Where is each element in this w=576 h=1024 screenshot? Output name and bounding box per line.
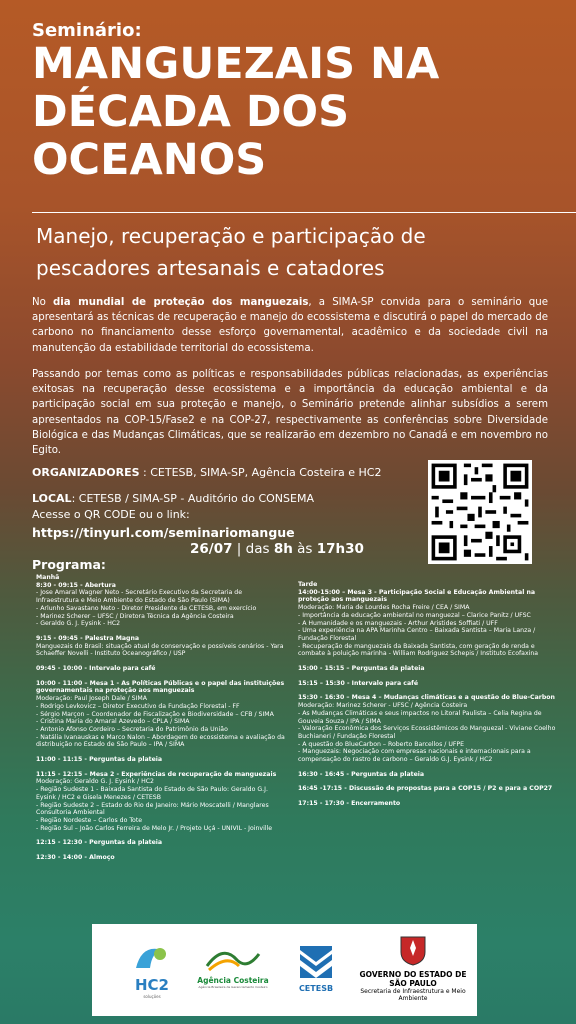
cetesb-icon [298,944,334,980]
program-item-title: 16:30 - 16:45 - Perguntas da plateia [298,770,425,778]
program-item-title: Manhã [36,574,60,581]
location: LOCAL: CETESB / SIMA-SP - Auditório do CONSEMA Acesse o QR CODE ou o link: [32,492,314,521]
program-item-line: - Região Sul – João Carlos Ferreira de Melo Jr. / Projeto Uçá - UNIVIL - Joinville [36,824,273,832]
program-item-title: 17:15 - 17:30 - Encerramento [298,800,401,808]
divider [32,212,576,213]
program-item-line: - Cristina Maria do Amaral Azevedo – CPLA / SIMA [36,718,190,726]
program-item-line: - Valoração Econômica dos Serviços Ecossistêmicos do Manguezal - Viviane Coelho Buchianeri / Fundação Florestal [298,725,556,740]
intro-paragraph-2: Passando por temas como as políticas e responsabilidades públicas relacionadas, as experiências exitosas na recuperação desse ecossistema e a importância da educação ambiental e da participação social em sua proteção e manejo, o Seminário pretende alinhar subsídios a serem apresentados na COP-15/Fase2 e na COP-27, respectivamente as conferências sobre Diversidade Biológica e das Mudanças Climáticas, que se realizarão em dezembro no Canadá e em novembro no Egito. [32,369,548,457]
program-item-title: Tarde [298,581,318,588]
program-item [298,771,560,779]
program-item-line: - Região Nordeste – Carlos do Tote [36,816,143,824]
cetesb-logo: CETESB [288,944,344,993]
program-item [298,800,560,808]
program-item-line: - Antonio Afonso Cordeiro – Secretaria do Patrimônio da União [36,725,228,733]
program-item [36,665,286,673]
program-item-title: 9:15 - 09:45 - Palestra Magna [36,634,140,642]
program-item-line: - Manguezais: Negociação com empresas nacionais e internacionais para a compensação do rastro de carbono – Geraldo G.J. Eysink / HC2 [298,748,531,764]
sponsor-logos [92,924,477,1016]
program-item-line: Moderação: Geraldo G. J. Eysink / HC2 [36,778,154,786]
program-item-line: - As Mudanças Climáticas e seus impactos no Litoral Paulista – Celia Regina de Gouveia Souza / IPA / SIMA [298,709,542,725]
kicker: Seminário: [32,20,142,41]
program-item-line: - Importância da educação ambiental no manguezal – Clarice Panitz / UFSC [298,611,531,619]
program-item-line: Moderação: Marinez Scherer - UFSC / Agência Costeira [298,702,468,710]
program-item [298,589,560,658]
program-item-title: 15:15 – 15:30 - Intervalo para café [298,679,419,687]
program-item-line: - Recuperação de manguezais da Baixada Santista, com geração de renda e combate à poluição marinha - William Rodriguez Schepis / Instituto Ecofaxina [298,642,539,658]
program-item [298,785,560,793]
program-heading: Programa: [32,557,106,572]
program-item-title: 11:00 - 11:15 - Perguntas da plateia [36,756,163,764]
program-item-line: - Região Sudeste 1 - Baixada Santista do Estado de São Paulo: Geraldo G.J. Eysink / HC2 e Gisela Menezes / CETESB [36,786,268,801]
wave-icon [203,944,263,972]
program-item [36,582,286,628]
program-item-title: 09:45 - 10:00 - Intervalo para café [36,665,156,673]
program-item-line: Manguezais do Brasil: situação atual de conservação e possíveis cenários - Yara Schaeffer Novelli - Instituto Oceanográfico / USP [36,642,284,658]
program-item [36,839,286,847]
organizers: ORGANIZADORES : CETESB, SIMA-SP, Agência Costeira e HC2 [32,466,382,479]
qr-code[interactable] [428,460,532,564]
program-item-line: - A questão do BlueCarbon – Roberto Barcellos / UFPE [298,740,465,748]
program-item-title: 16:45 -17:15 - Discussão de propostas para a COP15 / P2 e para a COP27 [298,785,553,793]
program-item [36,756,286,764]
program-item-line: - Arlunho Savastano Neto - Diretor Presidente da CETESB, em exercício [36,604,257,612]
qr-code-icon [428,460,532,564]
hc2-logo: HC2 soluções [120,942,184,999]
program-column-morning [36,574,286,869]
program-item-line: - Natália Ivanauskas e Marco Nalon – Abordagem do ecossistema e avaliação da distribuição no Estado de São Paulo – IPA / SIMA [36,733,285,749]
program-item-line: - Uma experiência na APA Marinha Centro – Baixada Santista – Maria Lanza / Fundação Florestal [298,627,536,642]
program-item-title: 12:30 - 14:00 - Almoço [36,854,115,862]
program-item [36,854,286,862]
event-datetime: 26/07 | das 8h às 17h30 [190,541,364,557]
program-item-title: 8:30 - 09:15 - Abertura [36,581,116,589]
page-title: MANGUEZAIS NA DÉCADA DOS OCEANOS [32,39,440,185]
program-item-line: - Região Sudeste 2 – Estado do Rio de Janeiro: Mário Moscatelli / Manglares Consultoria Ambiental [36,801,269,817]
program-item [36,680,286,749]
sp-coat-of-arms-icon [398,934,428,966]
program-item-title: 14:00-15:00 – Mesa 3 - Participação Social e Educação Ambiental na proteção aos manguezais [298,588,536,604]
subtitle: Manejo, recuperação e participação de pescadores artesanais e catadores [36,224,426,280]
program-item-title: 12:15 - 12:30 - Perguntas da plateia [36,839,163,847]
program-item-line: - Marinez Scherer – UFSC / Diretora Técnica da Agência Costeira [36,612,234,620]
program-item-title: 15:00 - 15:15 – Perguntas da plateia [298,665,425,673]
program-item [298,581,560,589]
agencia-costeira-logo: Agência Costeira Agência Brasileira de Gerenciamento Costeiro [192,944,274,989]
program-item-title: 10:00 - 11:00 – Mesa 1 - As Políticas Públicas e o papel das instituições governamentais na proteção aos manguezais [36,679,285,695]
hc2-icon [132,942,172,972]
program-item-title: 11:15 - 12:15 – Mesa 2 - Experiências de recuperação de manguezais [36,770,277,778]
program-item-title: 15:30 - 16:30 – Mesa 4 – Mudanças climáticas e a questão do Blue-Carbon [298,694,555,702]
program-item [298,694,560,763]
program-item-line: - Geraldo G. J. Eysink - HC2 [36,620,121,628]
intro-paragraph-1: No dia mundial de proteção dos manguezais, a SIMA-SP convida para o seminário que apresentará as técnicas de recuperação e manejo do ecossistema e discutirá o papel do mercado de carbono no financiamento desse esforço governamental, acadêmico e da sociedade civil na manutenção da estabilidade territorial do ecossistema. [32,297,548,354]
program-item [36,771,286,833]
program-item-line: - A Humanidade e os manguezais - Arthur Aristides Soffiati / UFF [298,619,498,627]
program-item [36,574,286,582]
governo-sp-logo: GOVERNO DO ESTADO DE SÃO PAULO Secretaria de Infraestrutura e Meio Ambiente [354,934,472,1002]
program-item [298,680,560,688]
event-link[interactable]: https://tinyurl.com/seminariomangue [32,525,295,540]
program-item-line: - Jose Amaral Wagner Neto - Secretário Executivo da Secretaria de Infraestrutura e Meio Ambiente do Estado de São Paulo (SIMA) [36,589,243,605]
program-item-line: - Rodrigo Levkovicz – Diretor Executivo da Fundação Florestal - FF [36,702,240,710]
program-item [36,635,286,658]
program-item-line: - Sérgio Marçon – Coordenador de Fiscalização e Biodiversidade – CFB / SIMA [36,710,274,718]
program-item-line: Moderação: Paul Joseph Dale / SIMA [36,695,147,703]
program-item-line: Moderação: Maria de Lourdes Rocha Freire / CEA / SIMA [298,604,470,612]
program-column-afternoon [298,581,560,815]
program-item [298,665,560,673]
